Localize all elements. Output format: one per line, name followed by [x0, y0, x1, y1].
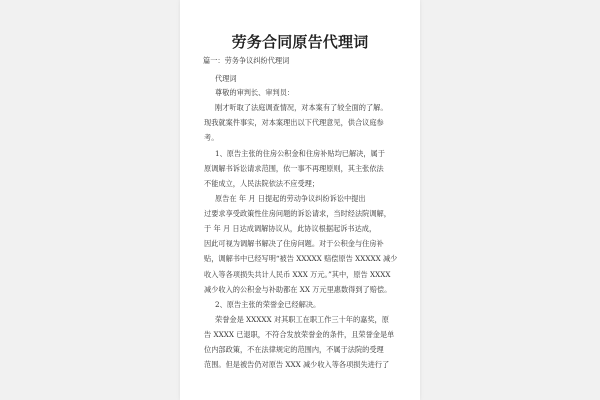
text-line: 原调解书诉讼请求范围，依一事不再理原则，其主张依法	[204, 164, 384, 173]
text-line: 过要求享受政策性住房问题的诉讼请求，当时经法院调解，	[204, 209, 391, 218]
text-line: 减少收入的公积金与补助都在 XX 万元里惠数得到了赔偿。	[204, 285, 392, 294]
text-line: 代理词	[215, 74, 237, 83]
text-line: 篇一：劳务争议纠纷代理词	[203, 56, 290, 65]
text-line: 收入等各项损失共计人民币 XXX 万元。”其中，原告 XXXX	[204, 270, 391, 279]
text-line: 尊敬的审判长、审判员：	[215, 88, 295, 97]
text-line: 考。	[204, 133, 219, 142]
text-line: 现我就案件事实，对本案理出以下代理意见，供合议庭参	[204, 118, 384, 127]
text-line: 刚才听取了法庭调查情况，对本案有了较全面的了解。	[215, 103, 388, 112]
text-line: 因此可视为调解书解决了住房问题。对于公积金与住房补	[204, 239, 384, 248]
document-page	[180, 0, 420, 400]
text-line: 原告在 年 月 日提起的劳动争议纠纷诉讼中提出	[215, 194, 366, 203]
text-line: 1、原告主张的住房公积金和住房补贴均已解决，属于	[215, 149, 385, 158]
text-line: 贴，调解书中已经写明“被告 XXXXX 赔偿原告 XXXXX 减少	[204, 254, 398, 263]
text-line: 范围。但是被告仍对原告 XXX 减少收入等各项损失进行了	[204, 360, 390, 369]
document-title: 劳务合同原告代理词	[231, 33, 369, 51]
text-line: 告 XXXX 已退职，不符合发放荣誉金的条件，且荣誉金是单	[204, 330, 395, 339]
text-line: 2、原告主张的荣誉金已经解决。	[215, 300, 321, 309]
text-line: 不能成立，人民法院依法不应受理；	[204, 179, 320, 188]
text-line: 位内部政策，不在法律规定的范围内，不属于法院的受理	[204, 345, 384, 354]
text-line: 荣誉金是 XXXXX 对其职工在职工作三十年的嘉奖，原	[215, 315, 389, 324]
text-line: 于 年 月 日达成调解协议从，此协议根据起诉书达成，	[204, 224, 377, 233]
